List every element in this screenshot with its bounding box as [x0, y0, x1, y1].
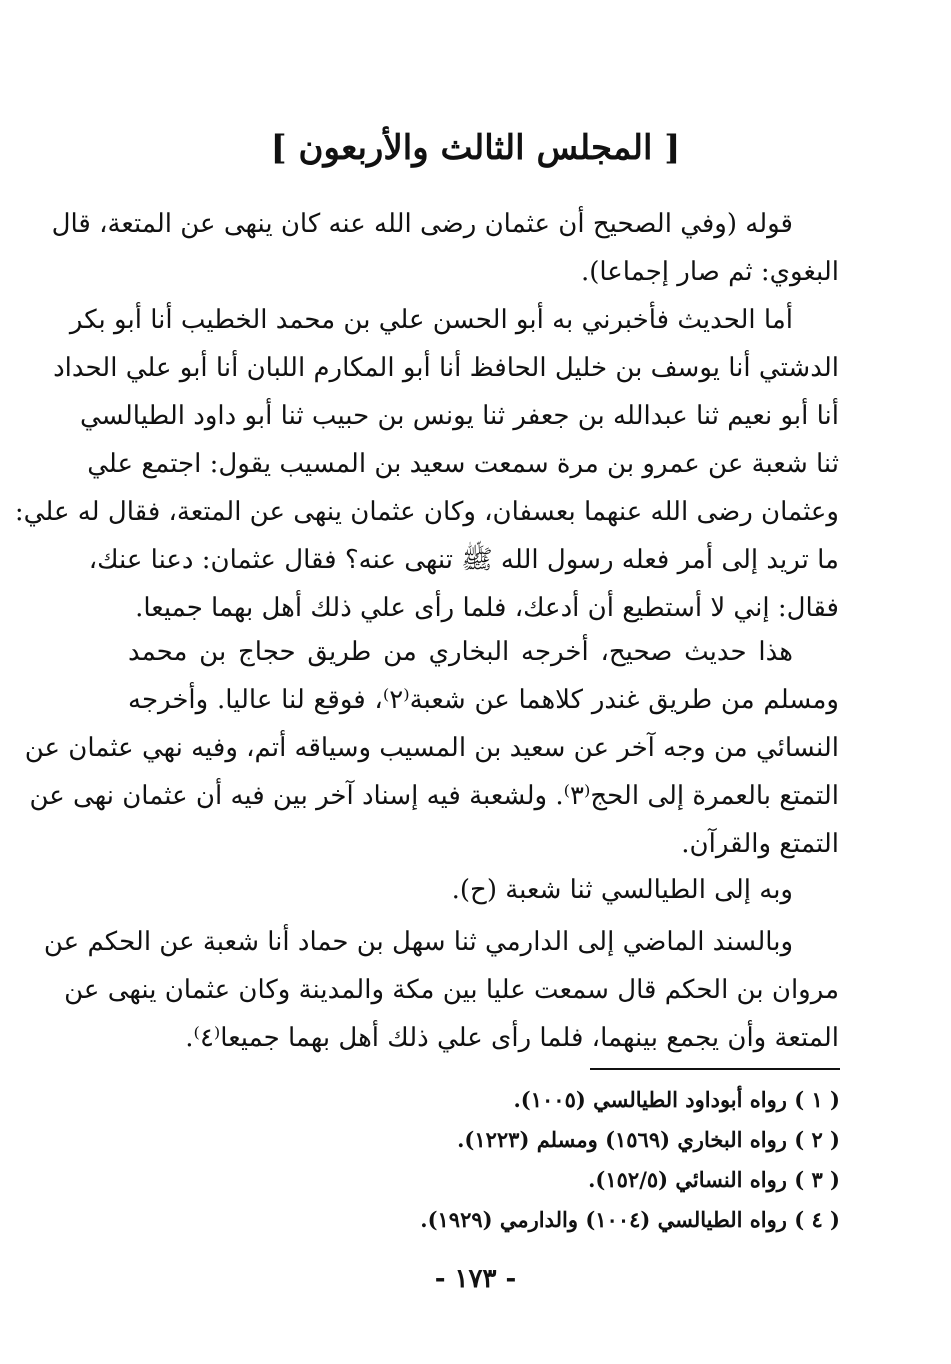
paragraph-2: [14, 296, 839, 632]
page-number: - ١٧٣ -: [434, 1264, 517, 1294]
paragraph-line: ومسلم من طريق غندر كلاهما عن شعبة⁽٢⁾، فوقع لنا عاليا. وأخرجه: [128, 685, 839, 715]
paragraph-5: [43, 918, 839, 1062]
paragraph-line: ثنا شعبة عن عمرو بن مرة سمعت سعيد بن المسيب يقول: اجتمع علي: [87, 449, 839, 479]
paragraph-line: هذا حديث صحيح، أخرجه البخاري من طريق حجاج بن محمد: [128, 637, 793, 667]
footnote-separator: [590, 1068, 840, 1070]
paragraph-line: قوله (وفي الصحيح أن عثمان رضى الله عنه كان ينهى عن المتعة، قال: [51, 209, 793, 239]
paragraph-line: التمتع بالعمرة إلى الحج⁽٣⁾. ولشعبة فيه إسناد آخر بين فيه أن عثمان نهى عن: [29, 781, 839, 811]
paragraph-line: المتعة وأن يجمع بينهما، فلما رأى علي ذلك أهل بهما جميعا⁽٤⁾.: [185, 1023, 839, 1053]
page-title: [ المجلس الثالث والأربعون ]: [270, 128, 681, 168]
paragraph-line: النسائي من وجه آخر عن سعيد بن المسيب وسياقه أتم، وفيه نهي عثمان عن: [24, 733, 839, 763]
paragraph-line: وعثمان رضى الله عنهما بعسفان، وكان عثمان ينهى عن المتعة، فقال له علي:: [14, 497, 839, 527]
paragraph-line: أما الحديث فأخبرني به أبو الحسن علي بن محمد الخطيب أنا أبو بكر: [69, 305, 793, 335]
paragraph-3: [24, 628, 839, 868]
paragraph-line: ما تريد إلى أمر فعله رسول الله ﷺ تنهى عنه؟ فقال عثمان: دعنا عنك،: [88, 545, 839, 575]
paragraph-line: وبه إلى الطيالسي ثنا شعبة (ح).: [451, 875, 793, 905]
paragraph-line: مروان بن الحكم قال سمعت عليا بين مكة والمدينة وكان عثمان ينهى عن: [64, 975, 839, 1005]
paragraph-line: وبالسند الماضي إلى الدارمي ثنا سهل بن حماد أنا شعبة عن الحكم عن: [43, 927, 793, 957]
paragraph-line: فقال: إني لا أستطيع أن أدعك، فلما رأى علي ذلك أهل بهما جميعا.: [135, 593, 839, 623]
footnote-item: ( ١ ) رواه أبوداود الطيالسي (١٠٠٥).: [513, 1087, 840, 1112]
paragraph-4: [128, 866, 839, 914]
footnotes: [240, 1080, 840, 1240]
paragraph-line: البغوي: ثم صار إجماعا).: [580, 257, 839, 287]
paragraph-line: أنا أبو نعيم ثنا عبدالله بن جعفر ثنا يونس بن حبيب ثنا أبو داود الطيالسي: [80, 401, 839, 431]
paragraph-line: الدشتي أنا يوسف بن خليل الحافظ أنا أبو المكارم اللبان أنا أبو علي الحداد: [53, 353, 839, 383]
footnote-item: ( ٢ ) رواه البخاري (١٥٦٩) ومسلم (١٢٢٣).: [457, 1127, 840, 1152]
footnote-item: ( ٣ ) رواه النسائي (١٥٢/٥).: [588, 1167, 840, 1192]
footnote-item: ( ٤ ) رواه الطيالسي (١٠٠٤) والدارمي (١٩٢٩).: [420, 1207, 840, 1232]
paragraph-1: [51, 200, 839, 296]
paragraph-line: التمتع والقرآن.: [681, 829, 839, 859]
